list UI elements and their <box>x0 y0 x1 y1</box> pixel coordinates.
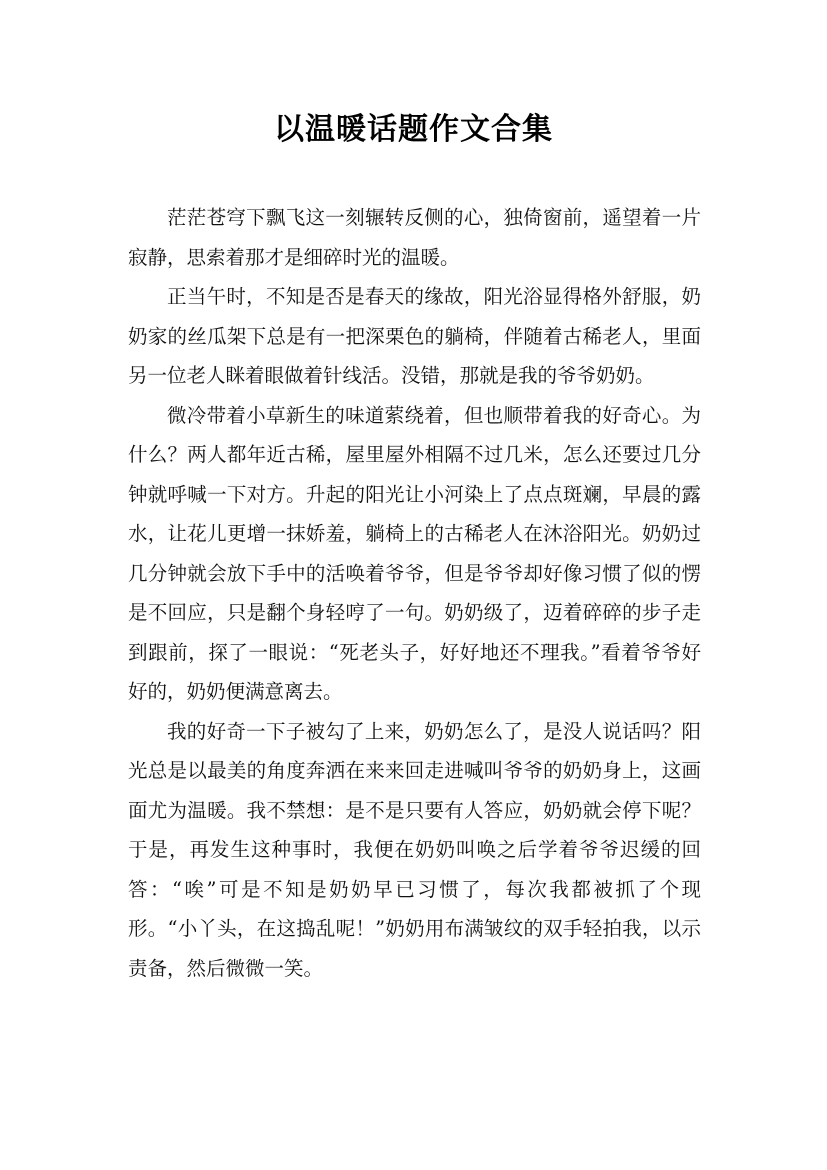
paragraph: 正当午时，不知是否是春天的缘故，阳光浴显得格外舒服，奶奶家的丝瓜架下总是有一把深栗色的躺椅，伴随着古稀老人，里面另一位老人眯着眼做着针线活。没错，那就是我的爷爷奶奶。 <box>128 285 701 387</box>
document-title: 以温暖话题作文合集 <box>274 112 553 147</box>
paragraph: 我的好奇一下子被勾了上来，奶奶怎么了，是没人说话吗？阳光总是以最美的角度奔洒在来来回走进喊叫爷爷的奶奶身上，这画面尤为温暖。我不禁想：是不是只要有人答应，奶奶就会停下呢？于是，再发生这种事时，我便在奶奶叫唤之后学着爷爷迟缓的回答：“唉”可是不知是奶奶早已习惯了，每次我都被抓了个现形。“小丫头，在这捣乱呢！”奶奶用布满皱纹的双手轻拍我，以示责备，然后微微一笑。 <box>128 719 701 980</box>
paragraph: 微冷带着小草新生的味道萦绕着，但也顺带着我的好奇心。为什么？两人都年近古稀，屋里屋外相隔不过几米，怎么还要过几分钟就呼喊一下对方。升起的阳光让小河染上了点点斑斓，早晨的露水，让花儿更增一抹娇羞，躺椅上的古稀老人在沐浴阳光。奶奶过几分钟就会放下手中的活唤着爷爷，但是爷爷却好像习惯了似的愣是不回应，只是翻个身轻哼了一句。奶奶级了，迈着碎碎的步子走到跟前，探了一眼说：“死老头子，好好地还不理我。”看着爷爷好好的，奶奶便满意离去。 <box>128 403 701 703</box>
paragraph: 茫茫苍穹下飘飞这一刻辗转反侧的心，独倚窗前，遥望着一片寂静，思索着那才是细碎时光的温暖。 <box>128 206 701 269</box>
document-body <box>128 198 701 988</box>
